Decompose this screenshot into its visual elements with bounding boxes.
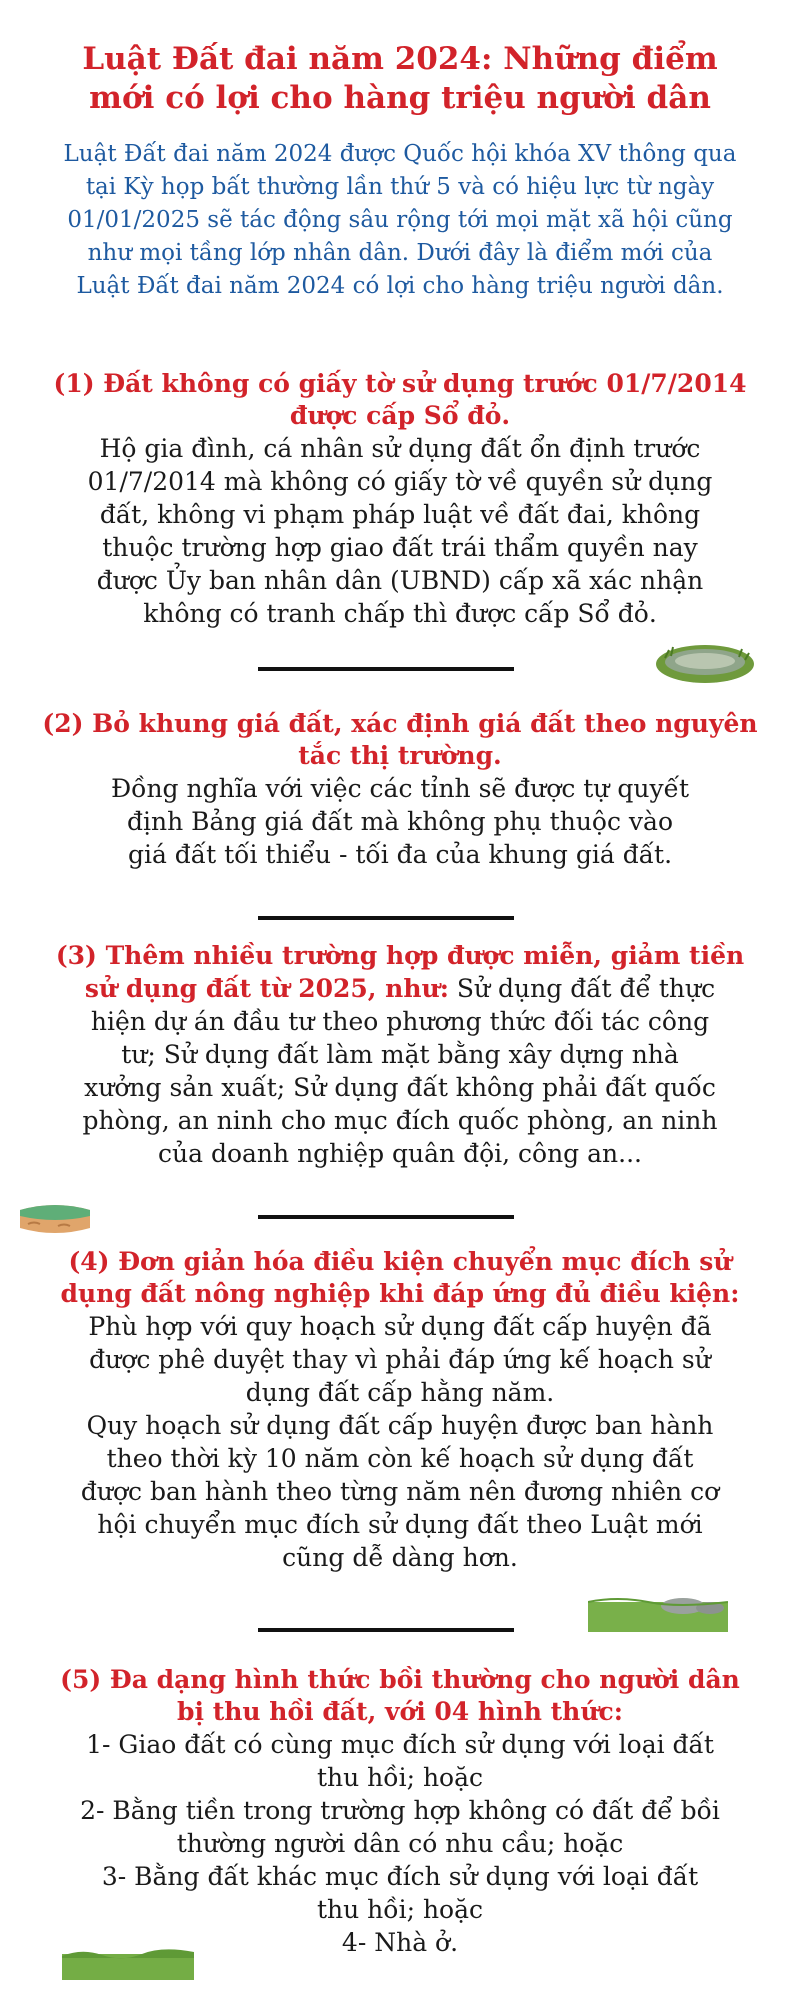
- section-heading-line: (5) Đa dạng hình thức bồi thường cho người dân: [60, 1665, 740, 1694]
- section-heading-line: (3) Thêm nhiều trường hợp được miễn, giảm tiền: [55, 941, 745, 970]
- intro-line: Luật Đất đai năm 2024 có lợi cho hàng triệu người dân.: [76, 273, 724, 299]
- section-4: [0, 1246, 800, 1574]
- body-line: được ban hành theo từng năm nên đương nhiên cơ: [80, 1477, 720, 1506]
- divider: [258, 1628, 514, 1632]
- body-line: thu hồi; hoặc: [316, 1895, 483, 1924]
- body-line: 1- Giao đất có cùng mục đích sử dụng với loại đất: [86, 1730, 714, 1759]
- body-line: Phù hợp với quy hoạch sử dụng đất cấp huyện đã: [88, 1312, 712, 1341]
- section-heading-line: dụng đất nông nghiệp khi đáp ứng đủ điều kiện:: [60, 1279, 740, 1308]
- section-heading: [0, 1664, 800, 1728]
- body-line: 3- Bằng đất khác mục đích sử dụng với loại đất: [101, 1862, 699, 1891]
- soil-layer-icon: [18, 1198, 92, 1238]
- body-line: được Ủy ban nhân dân (UBND) cấp xã xác nhận: [96, 566, 704, 595]
- body-line: xưởng sản xuất; Sử dụng đất không phải đất quốc: [84, 1073, 716, 1102]
- section-heading: [0, 368, 800, 432]
- body-line: giá đất tối thiểu - tối đa của khung giá đất.: [127, 840, 673, 869]
- body-line: cũng dễ dàng hơn.: [282, 1543, 518, 1572]
- section-body: [0, 1310, 800, 1574]
- body-line: hội chuyển mục đích sử dụng đất theo Luật mới: [97, 1510, 703, 1539]
- page-title: [40, 40, 760, 118]
- section-3: [0, 940, 800, 1170]
- body-line: dụng đất cấp hằng năm.: [245, 1378, 555, 1407]
- section-heading-line: (1) Đất không có giấy tờ sử dụng trước 01/7/2014: [53, 369, 747, 398]
- section-2: [0, 708, 800, 871]
- divider: [258, 667, 514, 671]
- intro-line: tại Kỳ họp bất thường lần thứ 5 và có hiệu lực từ ngày: [85, 174, 715, 200]
- section-5: [0, 1664, 800, 1959]
- body-line: 4- Nhà ở.: [341, 1928, 459, 1957]
- intro-line: Luật Đất đai năm 2024 được Quốc hội khóa XV thông qua: [63, 141, 737, 167]
- intro-paragraph: [20, 138, 780, 303]
- body-line: của doanh nghiệp quân đội, công an...: [158, 1139, 642, 1168]
- body-line: đất, không vi phạm pháp luật về đất đai, không: [99, 500, 701, 529]
- body-line: Đồng nghĩa với việc các tỉnh sẽ được tự quyết: [110, 774, 690, 803]
- body-line: tư; Sử dụng đất làm mặt bằng xây dựng nhà: [121, 1040, 679, 1069]
- section-body: [0, 940, 800, 1170]
- pond-icon: [655, 640, 755, 684]
- intro-line: 01/01/2025 sẽ tác động sâu rộng tới mọi mặt xã hội cũng: [67, 207, 733, 233]
- divider: [258, 1215, 514, 1219]
- section-body: [0, 432, 800, 630]
- section-heading-line: (4) Đơn giản hóa điều kiện chuyển mục đích sử: [68, 1247, 732, 1276]
- body-line: không có tranh chấp thì được cấp Sổ đỏ.: [143, 599, 657, 628]
- grass-hill-icon: [588, 1596, 728, 1632]
- body-line: định Bảng giá đất mà không phụ thuộc vào: [126, 807, 674, 836]
- page-title-line: Luật Đất đai năm 2024: Những điểm: [82, 41, 718, 77]
- section-heading: [0, 708, 800, 772]
- body-line: hiện dự án đầu tư theo phương thức đối tác công: [90, 1007, 710, 1036]
- body-line: được phê duyệt thay vì phải đáp ứng kế hoạch sử: [89, 1345, 711, 1374]
- body-line: 01/7/2014 mà không có giấy tờ về quyền sử dụng: [87, 467, 713, 496]
- section-heading-line: bị thu hồi đất, với 04 hình thức:: [177, 1697, 623, 1726]
- section-heading-inline: sử dụng đất từ 2025, như:: [84, 974, 449, 1003]
- body-inline-text: Sử dụng đất để thực: [448, 974, 716, 1003]
- body-line: Quy hoạch sử dụng đất cấp huyện được ban hành: [86, 1411, 714, 1440]
- body-line: thường người dân có nhu cầu; hoặc: [176, 1829, 624, 1858]
- section-heading-line: tắc thị trường.: [298, 741, 502, 770]
- body-line: 2- Bằng tiền trong trường hợp không có đất để bồi: [80, 1796, 720, 1825]
- section-body: [0, 1728, 800, 1959]
- body-line: Hộ gia đình, cá nhân sử dụng đất ổn định trước: [99, 434, 701, 463]
- divider: [258, 916, 514, 920]
- section-1: [0, 368, 800, 630]
- body-line: thuộc trường hợp giao đất trái thẩm quyền nay: [102, 533, 698, 562]
- body-line: phòng, an ninh cho mục đích quốc phòng, an ninh: [82, 1106, 718, 1135]
- body-line: thu hồi; hoặc: [316, 1763, 483, 1792]
- section-heading-line: (2) Bỏ khung giá đất, xác định giá đất theo nguyên: [42, 709, 758, 738]
- section-heading: [0, 1246, 800, 1310]
- section-heading-line: được cấp Sổ đỏ.: [289, 401, 511, 430]
- grass-field-icon: [62, 1946, 194, 1980]
- page-title-line: mới có lợi cho hàng triệu người dân: [89, 80, 711, 116]
- intro-line: như mọi tầng lớp nhân dân. Dưới đây là điểm mới của: [87, 240, 713, 266]
- body-line: theo thời kỳ 10 năm còn kế hoạch sử dụng đất: [106, 1444, 694, 1473]
- section-body: [0, 772, 800, 871]
